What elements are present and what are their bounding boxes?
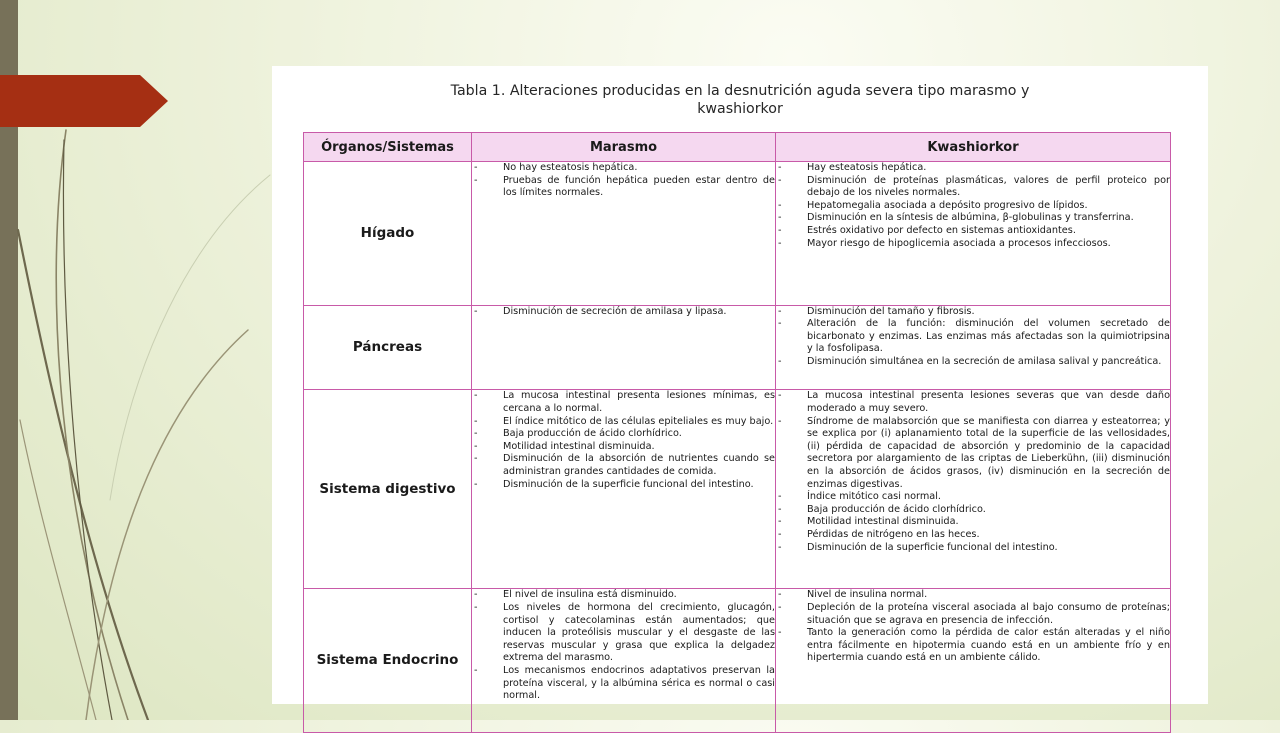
list-item: - Síndrome de malabsorción que se manifiesta con diarrea y esteatorrea; y se explica por (i) aplanamiento total de la superficie de las vellosidades, (ii) pérdida de capacidad de absorción y predominio de la capacidad secretora por alargamiento de las criptas de Lieberkühn, (iii) disminución en la absorción de ácidos grasos, (iv) disminución en la secreción de enzimas digestivas. bbox=[776, 416, 1170, 492]
list-item: - Motilidad intestinal disminuida. bbox=[472, 441, 775, 454]
list-item: - Disminución de proteínas plasmáticas, valores de perfil proteico por debajo de los niveles normales. bbox=[776, 175, 1170, 200]
list-item: - Nivel de insulina normal. bbox=[776, 589, 1170, 602]
table-header-row bbox=[304, 133, 1171, 162]
kwashiorkor-cell bbox=[776, 589, 1171, 733]
list-item: - La mucosa intestinal presenta lesiones severas que van desde daño moderado a muy severo. bbox=[776, 390, 1170, 415]
kwashiorkor-list bbox=[776, 162, 1170, 250]
list-item: - Pérdidas de nitrógeno en las heces. bbox=[776, 529, 1170, 542]
organ-cell: Sistema Endocrino bbox=[304, 589, 472, 733]
kwashiorkor-cell bbox=[776, 305, 1171, 390]
list-item: - Los niveles de hormona del crecimiento, glucagón, cortisol y catecolaminas están aumentados; que inducen la proteólisis muscular y el desgaste de las reservas muscular y grasa que explica la delgadez extrema del marasmo. bbox=[472, 602, 775, 665]
list-item: - Pruebas de función hepática pueden estar dentro de los límites normales. bbox=[472, 175, 775, 200]
table-row bbox=[304, 162, 1171, 306]
list-item: - No hay esteatosis hepática. bbox=[472, 162, 775, 175]
marasmo-cell bbox=[472, 589, 776, 733]
list-item: - Motilidad intestinal disminuida. bbox=[776, 516, 1170, 529]
header-organs-systems: Órganos/Sistemas bbox=[304, 133, 472, 162]
list-item: - Disminución de secreción de amilasa y lipasa. bbox=[472, 306, 775, 319]
list-item: - Disminución de la absorción de nutrientes cuando se administran grandes cantidades de comida. bbox=[472, 453, 775, 478]
list-item: - Disminución simultánea en la secreción de amilasa salival y pancreática. bbox=[776, 356, 1170, 369]
list-item: - Hay esteatosis hepática. bbox=[776, 162, 1170, 175]
organ-cell: Sistema digestivo bbox=[304, 390, 472, 589]
list-item: - Estrés oxidativo por defecto en sistemas antioxidantes. bbox=[776, 225, 1170, 238]
list-item: - El índice mitótico de las células epiteliales es muy bajo. bbox=[472, 416, 775, 429]
table-caption-line-1: Tabla 1. Alteraciones producidas en la desnutrición aguda severa tipo marasmo y bbox=[450, 83, 1030, 99]
list-item: - La mucosa intestinal presenta lesiones mínimas, es cercana a lo normal. bbox=[472, 390, 775, 415]
marasmo-cell bbox=[472, 305, 776, 390]
list-item: - Alteración de la función: disminución del volumen secretado de bicarbonato y enzimas. Las enzimas más afectadas son la quimiotripsina y la fosfolipasa. bbox=[776, 318, 1170, 356]
list-item: - Los mecanismos endocrinos adaptativos preservan la proteína visceral, y la albúmina sérica es normal o casi normal. bbox=[472, 665, 775, 703]
list-item: - Baja producción de ácido clorhídrico. bbox=[472, 428, 775, 441]
list-item: - Hepatomegalia asociada a depósito progresivo de lípidos. bbox=[776, 200, 1170, 213]
alterations-table bbox=[303, 132, 1171, 733]
marasmo-list bbox=[472, 162, 775, 200]
table-row bbox=[304, 390, 1171, 589]
header-kwashiorkor: Kwashiorkor bbox=[776, 133, 1171, 162]
marasmo-list bbox=[472, 589, 775, 702]
list-item: - Índice mitótico casi normal. bbox=[776, 491, 1170, 504]
organ-cell: Hígado bbox=[304, 162, 472, 306]
list-item: - Disminución del tamaño y fibrosis. bbox=[776, 306, 1170, 319]
list-item: - Disminución de la superficie funcional del intestino. bbox=[776, 542, 1170, 555]
marasmo-cell bbox=[472, 162, 776, 306]
marasmo-list bbox=[472, 390, 775, 491]
marasmo-list bbox=[472, 306, 775, 319]
table-row bbox=[304, 589, 1171, 733]
list-item: - El nivel de insulina está disminuido. bbox=[472, 589, 775, 602]
header-marasmo: Marasmo bbox=[472, 133, 776, 162]
table-row bbox=[304, 305, 1171, 390]
red-arrow-accent bbox=[0, 75, 168, 127]
marasmo-cell bbox=[472, 390, 776, 589]
kwashiorkor-list bbox=[776, 306, 1170, 369]
list-item: - Tanto la generación como la pérdida de calor están alteradas y el niño entra fácilmente en hipotermia cuando está en un ambiente frío y en hipertermia cuando está en un ambiente cálido. bbox=[776, 627, 1170, 665]
list-item: - Depleción de la proteína visceral asociada al bajo consumo de proteínas; situación que se agrava en presencia de infección. bbox=[776, 602, 1170, 627]
kwashiorkor-list bbox=[776, 390, 1170, 554]
list-item: - Mayor riesgo de hipoglicemia asociada a procesos infecciosos. bbox=[776, 238, 1170, 251]
kwashiorkor-list bbox=[776, 589, 1170, 665]
kwashiorkor-cell bbox=[776, 162, 1171, 306]
list-item: - Disminución de la superficie funcional del intestino. bbox=[472, 479, 775, 492]
table-image bbox=[272, 66, 1208, 704]
table-caption-line-2: kwashiorkor bbox=[697, 101, 783, 117]
table-caption bbox=[272, 82, 1208, 118]
decorative-curves bbox=[18, 130, 270, 720]
organ-cell: Páncreas bbox=[304, 305, 472, 390]
list-item: - Baja producción de ácido clorhídrico. bbox=[776, 504, 1170, 517]
list-item: - Disminución en la síntesis de albúmina, β-globulinas y transferrina. bbox=[776, 212, 1170, 225]
kwashiorkor-cell bbox=[776, 390, 1171, 589]
